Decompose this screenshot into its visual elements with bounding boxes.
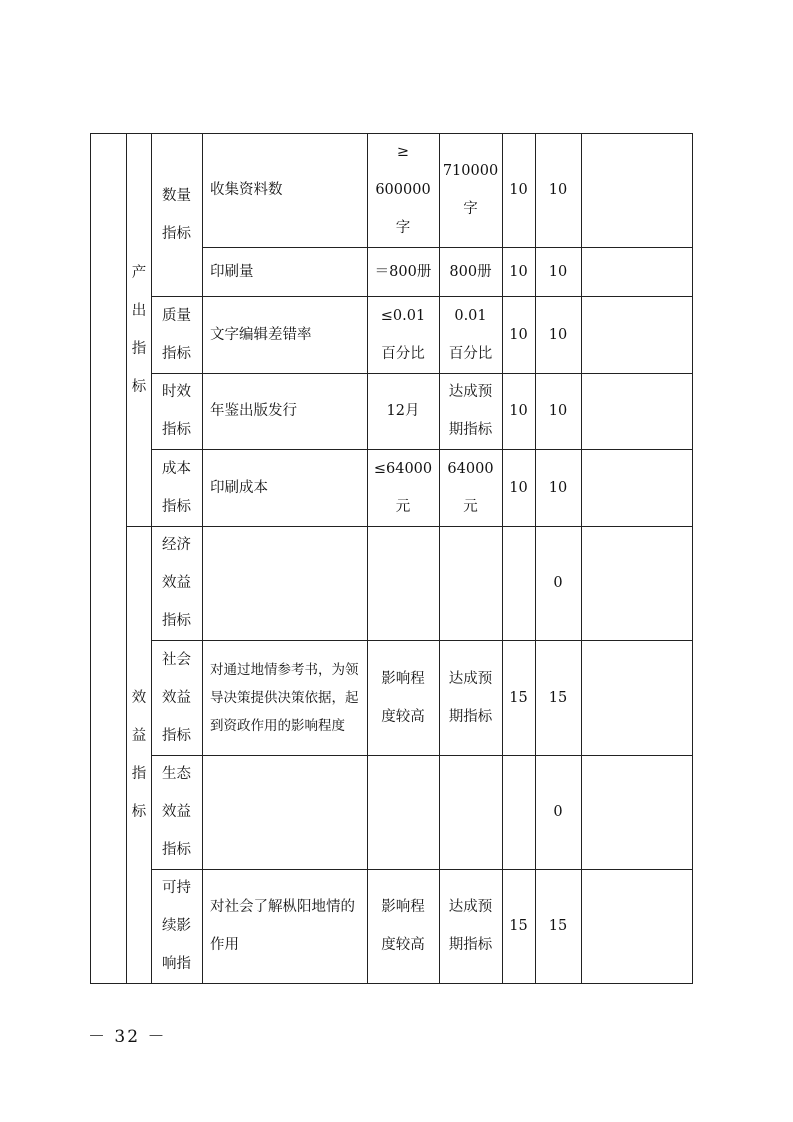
level2-benefit-label: 效 益 指 标 [131,689,147,820]
cell-score: 10 [548,479,568,496]
cell-target: ＝800册 [374,263,432,280]
cell-score: 10 [548,263,568,280]
cell-level3: 质量 指标 [162,307,191,362]
cell-actual: 710000 字 [442,163,499,217]
cell-target: ≥ 600000 字 [375,144,431,236]
cell-score: 15 [548,918,568,934]
cell-indicator: 印刷成本 [210,479,268,496]
cell-actual: 达成预 期指标 [448,670,493,725]
cell-score: 15 [548,689,568,706]
cell-weight: 15 [509,918,528,934]
cell-target: ≤0.01 百分比 [380,307,426,362]
cell-actual: 达成预 期指标 [448,384,493,438]
cell-weight: 10 [509,263,528,280]
cell-level3: 可持 续影 响指 [162,880,191,972]
cell-level3: 社会 效益 指标 [162,651,191,744]
cell-actual: 0.01 百分比 [448,307,493,362]
cell-indicator: 文字编辑差错率 [210,326,312,343]
cell-level3: 成本 指标 [162,460,191,515]
cell-score: 10 [548,182,568,198]
cell-actual: 800册 [449,263,492,280]
cell-indicator: 年鉴出版发行 [210,403,297,419]
cell-level3: 数量 指标 [162,187,191,242]
cell-target: 影响程 度较高 [381,899,425,953]
cell-level3: 时效 指标 [162,384,191,438]
cell-target: 影响程 度较高 [381,670,425,725]
cell-weight: 10 [509,326,528,343]
cell-level3: 经济 效益 指标 [162,537,191,629]
page-number: － 32 － [88,1027,167,1047]
cell-weight: 15 [509,689,528,706]
cell-actual: 64000 元 [447,460,494,515]
cell-score: 0 [553,575,563,591]
cell-weight: 10 [509,182,528,198]
cell-weight: 10 [509,403,528,419]
cell-actual: 达成预 期指标 [448,899,493,953]
cell-score: 0 [553,804,563,820]
cell-level3: 生态 效益 指标 [162,766,191,858]
cell-score: 10 [548,403,568,419]
cell-score: 10 [548,326,568,343]
cell-indicator: 收集资料数 [210,182,283,198]
cell-indicator: 对社会了解枞阳地情的 作用 [210,899,355,953]
cell-indicator: 印刷量 [210,263,254,280]
cell-weight: 10 [509,479,528,496]
level2-output-label: 产 出 指 标 [131,264,147,395]
cell-indicator: 对通过地情参考书，为领 导决策提供决策依据，起 到资政作用的影响程度 [210,661,359,734]
cell-target: ≤64000 元 [373,460,433,515]
cell-target: 12月 [386,403,420,419]
